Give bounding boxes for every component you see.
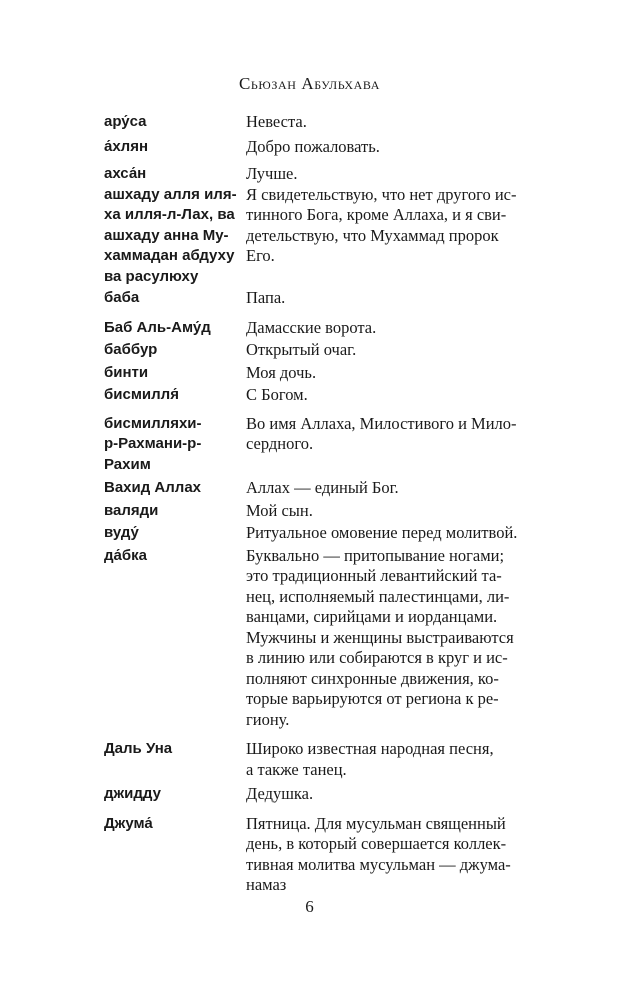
- glossary-entry: [104, 501, 544, 522]
- glossary-definition: Буквально — притопывание ногами; это традиционный левантийский та- нец, исполняемый палестинцами, ли- ванцами, сирийцами и иорданцами. Мужчины и женщины выстраиваются в линию или собираются в круг и ис- полняют синхронные движения, ко- торые варьируются от региона к ре- гиону.: [246, 545, 514, 729]
- glossary-definition: Добро пожаловать.: [246, 136, 380, 156]
- glossary-definition: Моя дочь.: [246, 362, 317, 382]
- page-number: 6: [305, 897, 314, 916]
- glossary-entry: [104, 185, 544, 288]
- glossary-definition: С Богом.: [246, 385, 308, 404]
- glossary-entry: [104, 288, 544, 309]
- glossary-entry: [104, 478, 544, 499]
- glossary-entry: [104, 137, 544, 158]
- glossary-definition: Широко известная народная песня, а также танец.: [246, 739, 494, 779]
- glossary-entry: [104, 739, 544, 780]
- glossary-term: ахса́н: [104, 165, 147, 182]
- glossary-term: вуду́: [104, 524, 139, 541]
- glossary-term: бисмилля́: [104, 386, 179, 403]
- glossary-definition: Невеста.: [246, 112, 307, 131]
- glossary-entry: [104, 363, 544, 384]
- glossary-term: баба: [104, 289, 140, 306]
- glossary-entry: [104, 385, 544, 406]
- glossary-term: ашхаду алля иля- ха илля-л-Лах, ва ашхаду анна Му- хаммадан абдуху ва расулюху: [104, 185, 237, 285]
- glossary-definition: Открытый очаг.: [246, 340, 357, 359]
- glossary-term: баббур: [104, 341, 158, 358]
- glossary-definition: Ритуальное омовение перед молитвой.: [246, 523, 518, 542]
- glossary-entry: [104, 784, 544, 805]
- glossary-term: Джума́: [104, 814, 153, 832]
- glossary-definition: Папа.: [246, 288, 286, 307]
- glossary-entry: [104, 164, 544, 185]
- glossary-term: бисмилляхи- р-Рахмани-р- Рахим: [104, 414, 202, 473]
- glossary-definition: Лучше.: [246, 164, 298, 183]
- glossary-term: а́хлян: [104, 137, 149, 155]
- glossary-term: валяди: [104, 501, 159, 519]
- glossary-definition: Во имя Аллаха, Милостивого и Мило- сердного.: [246, 413, 517, 453]
- glossary-list: [104, 112, 544, 896]
- glossary-entry: [104, 340, 544, 361]
- glossary-entry: [104, 814, 544, 896]
- glossary-definition: Дедушка.: [246, 784, 314, 803]
- glossary-term: Даль Уна: [104, 740, 173, 757]
- glossary-entry: [104, 112, 544, 133]
- glossary-entry: [104, 414, 544, 476]
- glossary-entry: [104, 523, 544, 544]
- glossary-definition: Я свидетельствую, что нет другого ис- тинного Бога, кроме Аллаха, и я сви- детельствую, что Мухаммад пророк Его.: [246, 184, 517, 265]
- glossary-entry: [104, 546, 544, 731]
- glossary-entry: [104, 318, 544, 339]
- glossary-definition: Мой сын.: [246, 500, 313, 520]
- glossary-term: Баб Аль-Аму́д: [104, 318, 211, 336]
- glossary-term: да́бка: [104, 546, 147, 564]
- running-head-author: Сьюзан Абульхава: [238, 74, 381, 93]
- glossary-term: ару́са: [104, 113, 147, 130]
- glossary-definition: Дамасские ворота.: [246, 317, 377, 337]
- glossary-term: бинти: [104, 363, 149, 381]
- glossary-definition: Аллах — единый Бог.: [246, 478, 399, 497]
- glossary-definition: Пятница. Для мусульман священный день, в который совершается коллек- тивная молитва мусульман — джума- намаз: [246, 813, 511, 894]
- glossary-term: джидду: [104, 785, 161, 802]
- glossary-term: Вахид Аллах: [104, 479, 202, 496]
